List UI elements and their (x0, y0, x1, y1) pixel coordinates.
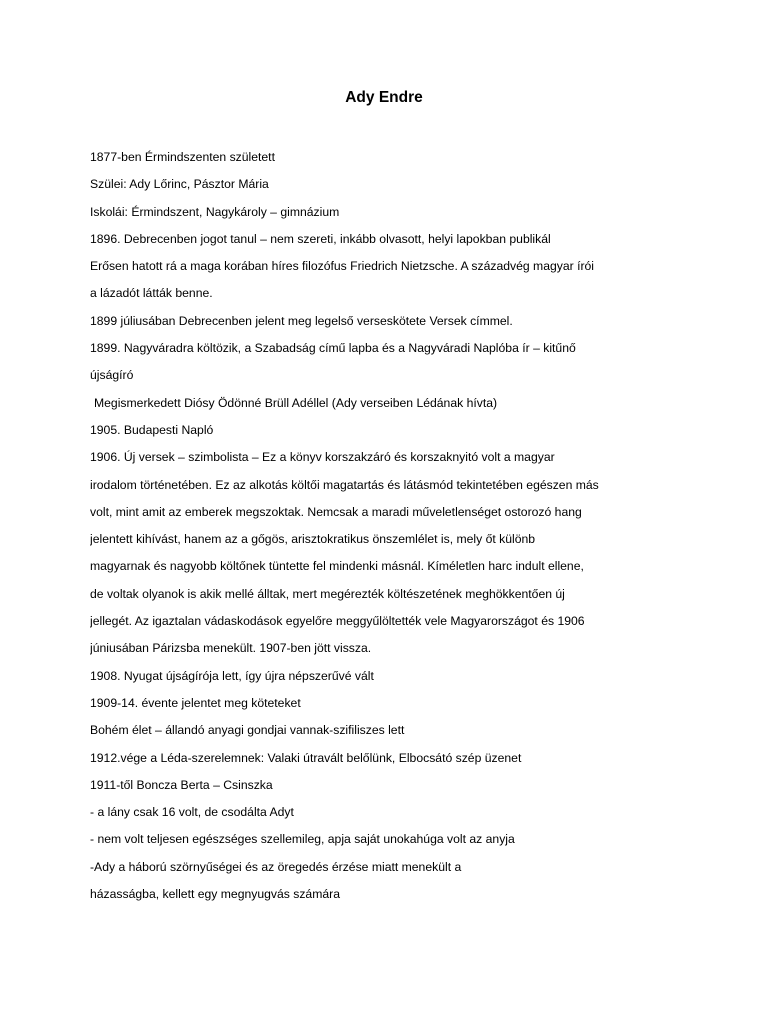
text-line: újságíró (90, 368, 134, 383)
document-body (90, 144, 650, 908)
text-line: 1905. Budapesti Napló (90, 422, 214, 437)
document-title: Ady Endre (345, 89, 423, 106)
text-line: - nem volt teljesen egészséges szellemileg, apja saját unokahúga volt az anyja (90, 832, 515, 847)
text-line: de voltak olyanok is akik mellé álltak, mert megérezték költészetének meghökkentően új (90, 586, 565, 601)
text-line: 1912.vége a Léda-szerelemnek: Valaki útravált belőlünk, Elbocsátó szép üzenet (90, 750, 522, 765)
text-line: Iskolái: Érmindszent, Nagykároly – gimnázium (90, 204, 340, 219)
text-line: - a lány csak 16 volt, de csodálta Adyt (90, 805, 294, 820)
text-line: magyarnak és nagyobb költőnek tüntette fel mindenki másnál. Kíméletlen harc indult ellene, (90, 559, 584, 574)
text-line: irodalom történetében. Ez az alkotás költői magatartás és látásmód tekintetében egészen más (90, 477, 599, 492)
text-line: 1896. Debrecenben jogot tanul – nem szereti, inkább olvasott, helyi lapokban publikál (90, 231, 551, 246)
text-line: 1899 júliusában Debrecenben jelent meg legelső verseskötete Versek címmel. (90, 313, 513, 328)
text-line: Megismerkedett Diósy Ödönné Brüll Adéllel (Ady verseiben Lédának hívta) (94, 395, 498, 410)
text-line: júniusában Párizsba menekült. 1907-ben jött vissza. (90, 641, 372, 656)
text-line: házasságba, kellett egy megnyugvás számára (90, 887, 340, 902)
text-line: Erősen hatott rá a maga korában híres filozófus Friedrich Nietzsche. A századvég magyar írói (90, 259, 594, 274)
text-line: 1908. Nyugat újságírója lett, így újra népszerűvé vált (90, 668, 374, 683)
text-line: jelentett kihívást, hanem az a gőgös, arisztokratikus önszemlélet is, mely őt különb (90, 532, 536, 547)
text-line: -Ady a háború szörnyűségei és az öregedés érzése miatt menekült a (90, 859, 462, 874)
text-line: volt, mint amit az emberek megszoktak. Nemcsak a maradi műveletlenséget ostorozó hang (90, 504, 582, 519)
text-line: 1906. Új versek – szimbolista – Ez a könyv korszakzáró és korszaknyitó volt a magyar (90, 450, 555, 465)
text-line: jellegét. Az igaztalan vádaskodások egyelőre meggyűlöltették vele Magyarországot és 1906 (90, 614, 585, 629)
text-line: 1909-14. évente jelentet meg köteteket (90, 695, 301, 710)
text-line: Bohém élet – állandó anyagi gondjai vannak-szifiliszes lett (90, 723, 405, 738)
text-line: 1899. Nagyváradra költözik, a Szabadság című lapba és a Nagyváradi Naplóba ír – kitűnő (90, 341, 576, 356)
text-line: 1877-ben Érmindszenten született (90, 150, 275, 164)
text-line: 1911-től Boncza Berta – Csinszka (90, 777, 273, 792)
text-line: a lázadót látták benne. (90, 286, 213, 301)
text-line: Szülei: Ady Lőrinc, Pásztor Mária (90, 177, 269, 192)
